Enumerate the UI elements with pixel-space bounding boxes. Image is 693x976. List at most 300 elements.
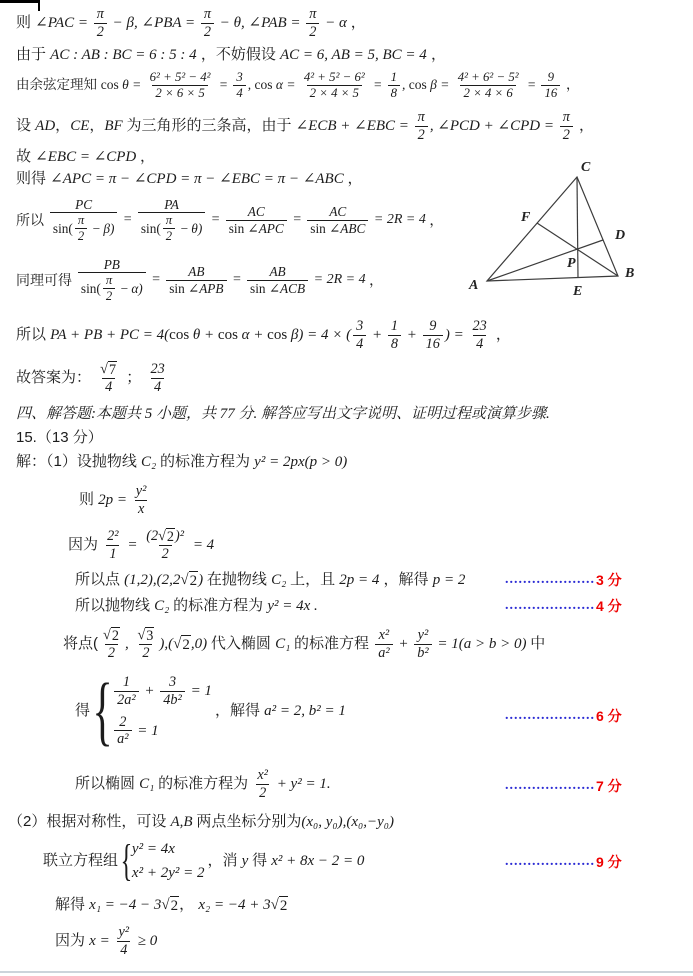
math-upright-run: cos <box>254 76 276 92</box>
text-run: 由余弦定理知 <box>16 76 101 92</box>
text-run: 故答案为： <box>16 369 96 386</box>
left-brace: { <box>120 836 133 886</box>
fraction <box>115 924 132 958</box>
math-run: π <box>417 109 425 126</box>
fraction <box>133 483 150 517</box>
math-run: 2 <box>562 126 570 143</box>
fraction <box>455 70 522 101</box>
cases-row <box>112 674 212 708</box>
math-upright-run: sin ∠ <box>228 220 259 236</box>
score-label: 7 分 <box>596 778 622 794</box>
line-angles-pac <box>16 5 366 41</box>
radical-sign: √ <box>100 360 108 377</box>
text-run: 的标准方程为 <box>158 775 253 792</box>
numerator <box>233 70 245 85</box>
math-run: a² <box>117 731 129 748</box>
math-upright-run: sin( <box>52 220 73 236</box>
problem-15-label <box>16 428 103 448</box>
math-run: y² <box>417 627 429 644</box>
math-run: , <box>402 76 409 92</box>
math-run: 9 <box>429 318 437 335</box>
math-run: y² = 4x . <box>267 598 318 614</box>
numerator <box>147 361 167 377</box>
score-leader <box>505 852 622 872</box>
denominator <box>388 335 401 352</box>
text-run: 联立方程组 <box>43 852 119 869</box>
math-run: 16 <box>425 335 440 352</box>
numerator <box>166 674 179 690</box>
math-run: 4 <box>105 379 113 395</box>
fraction <box>307 204 368 236</box>
denominator <box>78 272 146 303</box>
math-run: (1,2),(2,2 <box>124 572 181 588</box>
numerator <box>455 70 522 85</box>
numerator <box>201 6 214 22</box>
fraction <box>100 627 123 662</box>
score-leader <box>505 776 622 796</box>
math-run: π <box>309 6 317 23</box>
math-run: ∠APC = π − ∠CPD = π − ∠EBC = π − ∠ABC <box>50 171 348 187</box>
vertex-label-c: C <box>581 160 591 175</box>
math-run: = 1(a > b > 0) <box>433 636 531 652</box>
math-run: α) <box>131 280 143 296</box>
denominator <box>306 23 319 40</box>
math-run: x <box>137 500 145 517</box>
fraction <box>388 318 401 352</box>
cases-row <box>112 714 159 748</box>
fraction <box>254 767 271 801</box>
text-run: ， <box>491 326 511 343</box>
radicand: 2 <box>166 528 175 545</box>
denominator <box>102 378 115 395</box>
math-run: = <box>147 271 165 287</box>
text-run: ， <box>140 148 156 165</box>
math-run: π <box>562 109 570 126</box>
point-label-e: E <box>573 284 583 299</box>
numerator <box>147 70 214 85</box>
math-run: = <box>228 271 246 287</box>
math-run: 23 <box>472 318 487 335</box>
text-run: 四、解答题:本题共 5 小题，共 77 分. 解答应写出文字说明、证明过程或演算步骤. <box>16 406 550 422</box>
math-run: β) <box>103 220 115 236</box>
math-run: APB <box>199 280 224 296</box>
text-run: 所以抛物线 <box>75 597 155 614</box>
math-upright-run: sin( <box>140 220 161 236</box>
denominator <box>414 644 431 661</box>
math-upright-run: cos <box>100 76 123 92</box>
math-run: )² <box>175 528 185 545</box>
text-run: 解：（1）设抛物线 <box>16 453 142 470</box>
math-run: , <box>247 76 255 92</box>
math-run: 4b² <box>163 691 182 708</box>
text-run: 在抛物线 <box>206 571 272 588</box>
fraction <box>75 213 87 243</box>
numerator <box>161 197 182 212</box>
math-run: π <box>105 273 113 288</box>
text-run: 上，且 <box>290 571 340 588</box>
radical-sign: √ <box>173 635 182 652</box>
math-run: 2 <box>105 288 113 303</box>
math-run: a² <box>378 644 390 661</box>
math-run: 4 <box>154 378 162 395</box>
numerator <box>426 318 439 334</box>
math-run: ) = <box>444 327 468 343</box>
math-run: (2 <box>146 528 159 545</box>
math-run: π <box>203 6 212 23</box>
math-run: 4 <box>356 335 364 352</box>
fraction <box>301 70 368 101</box>
fraction <box>163 213 175 243</box>
math-run: 2 <box>77 228 85 243</box>
score-label: 6 分 <box>596 708 622 724</box>
text-run: 则得 <box>16 170 51 187</box>
line-x-roots <box>55 892 288 918</box>
denominator <box>388 85 400 101</box>
numerator <box>376 627 393 643</box>
math-upright-run: − <box>117 280 132 296</box>
fraction <box>97 361 120 396</box>
math-run: + <box>140 683 159 700</box>
math-run: 2p = 4 <box>339 572 380 588</box>
score-label: 3 分 <box>596 572 622 588</box>
line-part2-symmetry <box>8 810 394 834</box>
math-run: π <box>77 213 85 228</box>
math-run: 1 <box>390 318 398 335</box>
math-run: θ = <box>122 76 145 92</box>
numerator <box>301 70 368 85</box>
numerator <box>388 70 400 85</box>
text-run: 解得 <box>55 896 90 913</box>
text-run: 因为 <box>55 932 90 949</box>
text-run: ， <box>426 46 446 63</box>
text-run: ， <box>179 896 199 913</box>
fraction <box>134 627 157 662</box>
denominator <box>460 85 515 101</box>
math-run: ≥ 0 <box>134 933 158 949</box>
denominator <box>375 644 392 661</box>
numerator <box>143 528 187 545</box>
radicand: 2 <box>170 897 179 914</box>
fraction <box>414 627 431 661</box>
math-run: 4² + 5² − 6² <box>303 69 365 84</box>
text-run: 设 <box>16 117 36 134</box>
sqrt <box>100 361 117 378</box>
numerator <box>254 767 271 783</box>
math-run: AC <box>329 204 347 220</box>
fraction <box>423 318 443 352</box>
radical-sign: √ <box>270 896 279 913</box>
radicand: 2 <box>279 897 288 914</box>
cases-row <box>132 840 175 858</box>
numerator <box>101 257 123 272</box>
leader-dots: .................... <box>505 778 595 793</box>
math-run: 2² <box>107 528 119 545</box>
text-run: 因为 <box>68 536 103 553</box>
denominator <box>415 126 428 143</box>
math-run: 2a² <box>117 691 136 708</box>
math-run: 3 <box>168 674 177 691</box>
triangle-abc <box>487 177 618 281</box>
math-run: θ) <box>191 220 203 236</box>
math-run: = <box>288 211 306 227</box>
line-sine-rule-1 <box>16 190 443 250</box>
denominator <box>353 335 366 352</box>
denominator <box>307 85 362 101</box>
radical-sign: √ <box>137 626 146 643</box>
text-run: ， <box>347 170 363 187</box>
text-run: 的标准方程为 <box>173 597 268 614</box>
radical-sign: √ <box>180 571 189 588</box>
math-run: x₁ = −4 − 3 <box>89 897 162 913</box>
line-x-nonnegative <box>55 918 157 964</box>
text-run: ，不妨假设 <box>196 46 281 63</box>
denominator <box>160 691 185 708</box>
numerator <box>388 318 401 334</box>
math-run: = <box>369 76 386 92</box>
fraction <box>143 528 187 563</box>
text-run: 的标准方程为 <box>160 453 255 470</box>
math-run: 2p = <box>98 492 131 508</box>
math-run: CE <box>70 118 90 134</box>
math-run: 4² + 6² − 5² <box>457 69 519 84</box>
math-run: 2 <box>96 23 104 40</box>
math-run: + <box>403 327 421 343</box>
denominator <box>135 500 147 517</box>
page-bottom-divider <box>0 971 693 973</box>
denominator <box>226 220 287 236</box>
score-label: 9 分 <box>596 854 622 870</box>
math-run: = 2R = 4 <box>310 271 370 287</box>
text-run: 为三角形的三条高，由于 <box>126 117 296 134</box>
fraction <box>147 70 214 101</box>
denominator <box>159 545 172 562</box>
math-run: = 1 <box>133 722 159 739</box>
math-upright-run: cos <box>217 327 242 343</box>
math-run: AB <box>188 264 205 280</box>
math-run: = 4 <box>189 537 215 553</box>
math-run: PC <box>75 196 93 212</box>
score-label: 4 分 <box>596 598 622 614</box>
line-final-answer <box>16 356 170 400</box>
score-leader <box>505 570 622 590</box>
fraction <box>160 674 185 708</box>
math-run: 8 <box>390 85 397 100</box>
text-run: ，消 <box>207 852 242 869</box>
math-run: 1 <box>122 674 130 691</box>
text-run: 则 <box>16 14 36 31</box>
math-run: 2 <box>417 126 425 143</box>
numerator <box>72 197 95 212</box>
math-run: AC : AB : BC = 6 : 5 : 4 <box>50 47 197 63</box>
math-upright-run: − <box>89 220 104 236</box>
numerator <box>185 264 207 279</box>
math-run: BF <box>104 118 127 134</box>
denominator <box>423 335 443 352</box>
denominator <box>166 280 226 296</box>
math-run: p = 2 <box>432 572 466 588</box>
fraction <box>147 361 167 395</box>
fraction <box>233 70 245 101</box>
math-run: = 2R = 4 <box>370 211 430 227</box>
fraction <box>201 6 214 40</box>
math-run: AC <box>247 204 265 220</box>
text-run: 所以椭圆 <box>75 775 140 792</box>
fraction <box>226 204 287 236</box>
numerator <box>163 213 175 228</box>
math-run: = 1 <box>186 683 212 700</box>
math-run: = <box>523 76 540 92</box>
text-run: 得 <box>75 702 91 719</box>
sqrt <box>271 896 289 915</box>
math-upright-run: cos <box>267 327 291 343</box>
text-run: 中 <box>530 635 546 652</box>
radicand: 3 <box>146 627 154 644</box>
point-label-f: F <box>521 210 531 225</box>
cases-row <box>132 864 205 882</box>
text-run: 由于 <box>16 46 51 63</box>
math-run: ) <box>198 572 207 588</box>
math-run: ABC <box>340 220 366 236</box>
math-run: + <box>368 327 386 343</box>
math-upright-run: sin ∠ <box>310 220 341 236</box>
math-run: α = <box>275 76 299 92</box>
denominator <box>117 941 130 958</box>
math-run: 1 <box>390 69 397 84</box>
text-run: 代入椭圆 <box>210 635 276 652</box>
denominator <box>103 288 115 304</box>
denominator <box>256 784 269 801</box>
math-upright-run: cos <box>169 327 193 343</box>
triangle-figure-svg <box>465 158 670 308</box>
denominator <box>151 378 164 395</box>
fraction <box>94 6 107 40</box>
math-run: = <box>119 211 136 227</box>
math-upright-run: sin( <box>80 280 101 296</box>
leader-dots: .................... <box>505 854 595 869</box>
score-leader <box>505 596 622 616</box>
numerator <box>133 483 150 499</box>
fraction <box>306 6 319 40</box>
denominator <box>307 220 368 236</box>
line-ellipse-equation <box>75 762 331 806</box>
fraction <box>375 627 392 661</box>
numerator <box>75 213 87 228</box>
denominator <box>560 126 573 143</box>
math-run: − θ, ∠PAB = <box>216 15 305 31</box>
leader-dots: .................... <box>505 708 595 723</box>
math-run: = <box>215 76 232 92</box>
math-run: x² <box>378 627 390 644</box>
numerator <box>245 204 268 219</box>
denominator <box>139 644 152 661</box>
denominator <box>541 85 560 101</box>
numerator <box>545 70 557 85</box>
line-ellipse-system <box>75 668 346 754</box>
text-run: ，解得 <box>379 571 433 588</box>
math-run: (x₀, y₀),(x₀,−y₀) <box>301 814 394 830</box>
numerator <box>415 109 428 125</box>
denominator <box>106 545 119 562</box>
numerator <box>134 627 157 644</box>
math-run: = <box>123 537 142 553</box>
radical-sign: √ <box>103 626 111 643</box>
numerator <box>116 714 129 730</box>
math-run: y² <box>118 924 130 941</box>
math-run: 2 <box>161 546 169 562</box>
fraction <box>104 528 121 562</box>
math-run: 2 <box>203 23 212 40</box>
numerator <box>353 318 366 334</box>
fraction <box>78 257 146 303</box>
numerator <box>470 318 490 334</box>
text-run: ， <box>89 117 105 134</box>
text-run: ， <box>55 117 71 134</box>
math-run: PB <box>103 256 120 272</box>
point-label-d: D <box>615 228 626 243</box>
math-run: 6² + 5² − 4² <box>149 69 211 84</box>
numerator <box>266 264 288 279</box>
line-pa-pb-pc-sum <box>16 314 511 356</box>
math-run: 2 <box>165 228 173 243</box>
text-run: ； <box>122 369 146 386</box>
sqrt <box>103 627 120 644</box>
sqrt <box>173 635 191 654</box>
math-run: x² + 8x − 2 = 0 <box>271 853 365 869</box>
left-brace: { <box>92 667 113 754</box>
math-run: AD <box>35 118 56 134</box>
denominator <box>105 644 118 661</box>
math-run: + <box>394 636 413 652</box>
vertex-label-b: B <box>625 266 635 281</box>
line-side-ratios <box>16 44 446 66</box>
math-run: β = <box>430 76 453 92</box>
numerator <box>115 924 132 940</box>
line-ellipse-substitute <box>63 620 545 668</box>
math-run: π <box>96 6 104 23</box>
math-run: − β, ∠PBA = <box>108 15 199 31</box>
denominator <box>473 335 486 352</box>
math-run: b² <box>417 644 429 661</box>
leader-dots: .................... <box>505 598 595 613</box>
math-run: C₂ <box>141 454 160 470</box>
math-run: 3 <box>356 318 364 335</box>
math-run: 2 × 4 × 5 <box>309 85 359 100</box>
math-run: α + <box>241 327 268 343</box>
math-run: PA <box>164 196 179 212</box>
text-run: 所以点 <box>75 571 125 588</box>
radicand: 2 <box>182 636 190 653</box>
line-points-on-parabola <box>75 569 465 591</box>
cases-group <box>92 667 212 754</box>
triangle-orthocenter-figure <box>465 158 670 308</box>
numerator <box>97 361 120 378</box>
point-label-p: P <box>567 256 576 271</box>
fraction <box>114 714 131 748</box>
text-run: ， <box>350 14 366 31</box>
fraction <box>166 264 226 296</box>
math-run: x² <box>257 767 268 784</box>
line-parabola-equation <box>75 595 318 617</box>
line-angle-equality <box>16 147 155 167</box>
denominator <box>94 23 107 40</box>
radicand: 2 <box>189 572 198 589</box>
fraction <box>114 674 139 708</box>
radicand: 2 <box>111 627 119 644</box>
denominator <box>50 212 118 243</box>
math-run: 4 <box>476 335 484 352</box>
text-run: 所以 <box>16 326 51 343</box>
text-run: 得 <box>252 852 272 869</box>
